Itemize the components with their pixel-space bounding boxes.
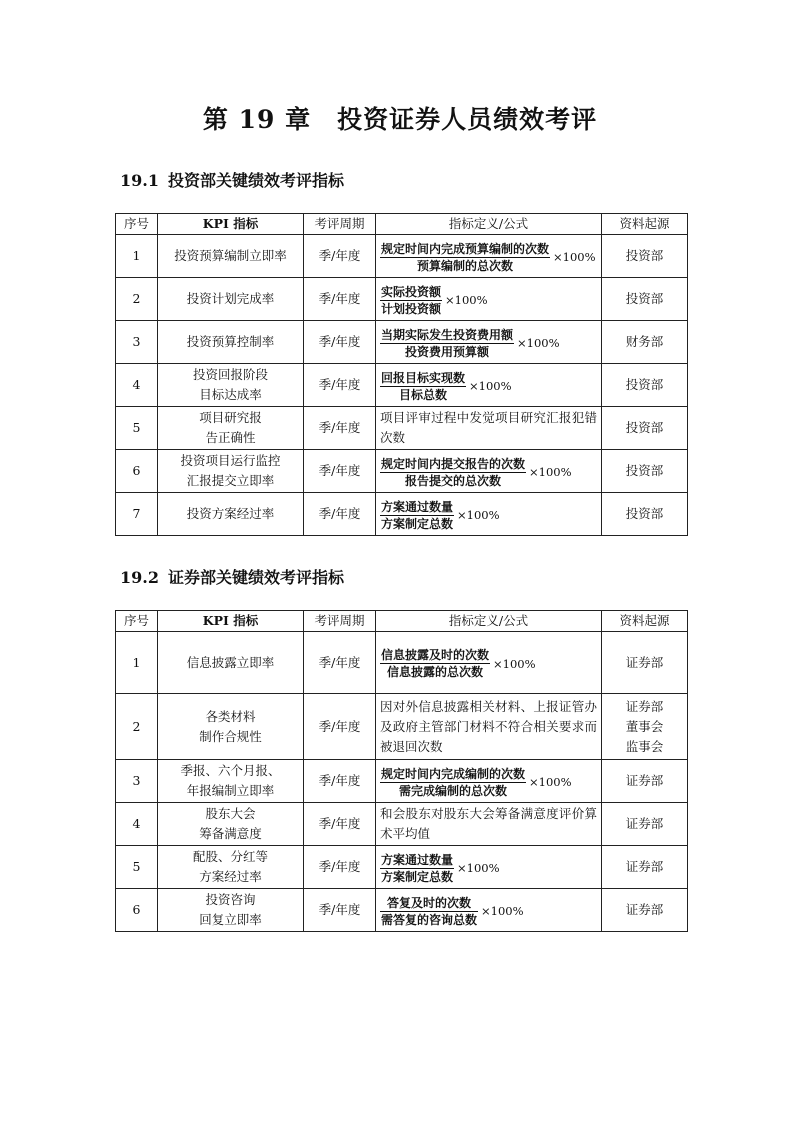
formula-multiplier: ×100%: [469, 379, 512, 393]
section-title-1: [120, 168, 344, 191]
data-source: 财务部: [625, 334, 664, 349]
kpi-name-line: 目标达成率: [199, 387, 262, 402]
kpi-name-line: 季报、六个月报、: [180, 763, 281, 778]
data-source-cell: [602, 450, 688, 493]
formula-multiplier: ×100%: [457, 861, 500, 875]
review-period: 季/年度: [304, 450, 376, 493]
formula: [380, 499, 500, 532]
definition-cell: [376, 407, 602, 450]
data-source: 监事会: [625, 738, 664, 754]
table-row: [116, 632, 688, 694]
review-period: 季/年度: [304, 278, 376, 321]
formula-denominator: 需完成编制的总次数: [399, 783, 508, 798]
column-header: 资料起源: [602, 214, 688, 235]
data-source: 证券部: [625, 773, 664, 788]
review-period: 季/年度: [304, 235, 376, 278]
row-number: 2: [116, 694, 158, 760]
definition-cell: [376, 694, 602, 760]
kpi-name-line: 股东大会: [205, 806, 256, 821]
kpi-name-line: 汇报提交立即率: [186, 473, 275, 488]
formula-numerator: 规定时间内提交报告的次数: [381, 456, 526, 471]
row-number: 2: [116, 278, 158, 321]
definition-text: 项目评审过程中发觉项目研究汇报犯错次数: [380, 410, 597, 445]
formula-multiplier: ×100%: [517, 336, 560, 350]
table-header-row: [116, 214, 688, 235]
kpi-name-line: 投资方案经过率: [186, 506, 275, 521]
kpi-name-line: 投资计划完成率: [186, 291, 275, 306]
formula-numerator: 规定时间内完成编制的次数: [381, 766, 526, 781]
table-row: [116, 760, 688, 803]
definition-cell: [376, 803, 602, 846]
fraction: [380, 241, 550, 274]
kpi-name-line: 项目研究报: [199, 410, 262, 425]
formula-denominator: 方案制定总数: [381, 869, 454, 884]
formula-numerator: 规定时间内完成预算编制的次数: [381, 241, 550, 256]
formula-denominator: 目标总数: [399, 387, 448, 402]
table-row: [116, 364, 688, 407]
review-period: 季/年度: [304, 407, 376, 450]
row-number: 5: [116, 407, 158, 450]
kpi-name-cell: [158, 493, 304, 536]
formula-multiplier: ×100%: [445, 293, 488, 307]
kpi-name-cell: [158, 632, 304, 694]
kpi-name-cell: [158, 889, 304, 932]
table-row: [116, 407, 688, 450]
row-number: 3: [116, 760, 158, 803]
review-period: 季/年度: [304, 846, 376, 889]
definition-cell: [376, 632, 602, 694]
data-source-cell: [602, 632, 688, 694]
formula-numerator: 方案通过数量: [381, 499, 454, 514]
kpi-name-line: 方案经过率: [199, 869, 262, 884]
fraction: [380, 327, 514, 360]
data-source: 证券部: [625, 654, 664, 670]
kpi-table-investment: [115, 213, 688, 536]
data-source: 投资部: [625, 506, 664, 521]
column-header: 指标定义/公式: [376, 214, 602, 235]
formula: [380, 766, 572, 799]
review-period: 季/年度: [304, 694, 376, 760]
column-header: 指标定义/公式: [376, 611, 602, 632]
formula-numerator: 实际投资额: [381, 284, 442, 299]
kpi-name-cell: [158, 803, 304, 846]
formula: [380, 327, 560, 360]
formula: [380, 284, 488, 317]
kpi-name-line: 配股、分红等: [192, 849, 268, 864]
section-number: 19.2: [120, 568, 159, 587]
definition-cell: [376, 493, 602, 536]
fraction: [380, 370, 466, 403]
formula-numerator: 方案通过数量: [381, 852, 454, 867]
kpi-name-line: 回复立即率: [199, 912, 262, 927]
section-number: 19.1: [120, 171, 159, 190]
definition-text: 和会股东对股东大会筹备满意度评价算术平均值: [380, 806, 597, 841]
formula-numerator: 回报目标实现数: [381, 370, 466, 385]
kpi-name-line: 筹备满意度: [199, 826, 262, 841]
data-source: 董事会: [625, 718, 664, 734]
kpi-table-securities: [115, 610, 688, 932]
fraction: [380, 766, 526, 799]
formula-denominator: 方案制定总数: [381, 516, 454, 531]
fraction: [380, 647, 490, 680]
row-number: 1: [116, 235, 158, 278]
data-source-cell: [602, 493, 688, 536]
table-row: [116, 803, 688, 846]
data-source-cell: [602, 760, 688, 803]
formula-multiplier: ×100%: [481, 904, 524, 918]
formula: [380, 241, 596, 274]
data-source-cell: [602, 364, 688, 407]
data-source-cell: [602, 235, 688, 278]
row-number: 7: [116, 493, 158, 536]
data-source: 证券部: [625, 859, 664, 874]
table-row: [116, 278, 688, 321]
review-period: 季/年度: [304, 364, 376, 407]
formula: [380, 647, 536, 680]
formula-denominator: 信息披露的总次数: [387, 665, 484, 679]
row-number: 6: [116, 889, 158, 932]
fraction: [380, 499, 454, 532]
review-period: 季/年度: [304, 889, 376, 932]
formula-numerator: 信息披露及时的次数: [381, 648, 490, 662]
formula-denominator: 报告提交的总次数: [405, 473, 502, 488]
table-header-row: [116, 611, 688, 632]
column-header: 序号: [116, 611, 158, 632]
kpi-name-cell: [158, 694, 304, 760]
definition-cell: [376, 235, 602, 278]
data-source: 证券部: [625, 816, 664, 831]
kpi-name-line: 投资预算编制立即率: [174, 248, 287, 263]
kpi-name-line: 年报编制立即率: [186, 783, 275, 798]
kpi-name-cell: [158, 450, 304, 493]
definition-cell: [376, 889, 602, 932]
table-row: [116, 235, 688, 278]
fraction: [380, 456, 526, 489]
formula-denominator: 需答复的咨询总数: [381, 912, 478, 927]
formula-denominator: 计划投资额: [381, 301, 442, 316]
data-source: 证券部: [625, 698, 664, 714]
definition-cell: [376, 364, 602, 407]
data-source-cell: [602, 694, 688, 760]
data-source-cell: [602, 321, 688, 364]
data-source: 投资部: [625, 463, 664, 478]
formula: [380, 456, 572, 489]
column-header: 考评周期: [304, 214, 376, 235]
review-period: 季/年度: [304, 321, 376, 364]
definition-text: 因对外信息披露相关材料、上报证管办及政府主管部门材料不符合相关要求而被退回次数: [380, 698, 597, 754]
kpi-name-line: 投资回报阶段: [192, 367, 268, 382]
column-header: KPI 指标: [158, 214, 304, 235]
table-row: [116, 450, 688, 493]
table-row: [116, 694, 688, 760]
formula-multiplier: ×100%: [493, 656, 536, 671]
data-source: 投资部: [625, 377, 664, 392]
data-source: 投资部: [625, 248, 664, 263]
kpi-name-cell: [158, 364, 304, 407]
row-number: 6: [116, 450, 158, 493]
data-source-cell: [602, 846, 688, 889]
definition-cell: [376, 450, 602, 493]
kpi-name-cell: [158, 846, 304, 889]
data-source: 投资部: [625, 420, 664, 435]
table-row: [116, 846, 688, 889]
review-period: 季/年度: [304, 760, 376, 803]
formula: [380, 370, 512, 403]
formula-numerator: 当期实际发生投资费用额: [381, 327, 514, 342]
row-number: 4: [116, 803, 158, 846]
formula-multiplier: ×100%: [529, 775, 572, 789]
kpi-name-line: 投资预算控制率: [186, 334, 275, 349]
kpi-name-cell: [158, 235, 304, 278]
fraction: [380, 284, 442, 317]
row-number: 3: [116, 321, 158, 364]
formula-multiplier: ×100%: [553, 250, 596, 264]
definition-cell: [376, 278, 602, 321]
kpi-name-cell: [158, 760, 304, 803]
section-heading: 证券部关键绩效考评指标: [168, 568, 345, 587]
formula: [380, 895, 524, 928]
fraction: [380, 852, 454, 885]
kpi-name-line: 制作合规性: [199, 728, 262, 744]
table-row: [116, 493, 688, 536]
row-number: 4: [116, 364, 158, 407]
definition-cell: [376, 321, 602, 364]
column-header: 序号: [116, 214, 158, 235]
table-row: [116, 889, 688, 932]
column-header: KPI 指标: [158, 611, 304, 632]
table-row: [116, 321, 688, 364]
definition-cell: [376, 846, 602, 889]
fraction: [380, 895, 478, 928]
kpi-name-line: 信息披露立即率: [186, 654, 275, 670]
data-source-cell: [602, 889, 688, 932]
formula: [380, 852, 500, 885]
kpi-name-cell: [158, 407, 304, 450]
formula-numerator: 答复及时的次数: [387, 895, 472, 910]
kpi-name-line: 各类材料: [205, 708, 256, 724]
definition-cell: [376, 760, 602, 803]
data-source-cell: [602, 803, 688, 846]
formula-multiplier: ×100%: [457, 508, 500, 522]
review-period: 季/年度: [304, 803, 376, 846]
column-header: 考评周期: [304, 611, 376, 632]
kpi-name-line: 投资项目运行监控: [180, 453, 281, 468]
row-number: 1: [116, 632, 158, 694]
data-source-cell: [602, 278, 688, 321]
row-number: 5: [116, 846, 158, 889]
formula-multiplier: ×100%: [529, 465, 572, 479]
section-heading: 投资部关键绩效考评指标: [168, 171, 345, 190]
review-period: 季/年度: [304, 632, 376, 694]
kpi-name-line: 告正确性: [205, 430, 256, 445]
page-title: 第 19 章 投资证券人员绩效考评: [202, 105, 598, 134]
kpi-name-cell: [158, 278, 304, 321]
review-period: 季/年度: [304, 493, 376, 536]
formula-denominator: 预算编制的总次数: [417, 258, 514, 273]
data-source: 证券部: [625, 902, 664, 917]
data-source-cell: [602, 407, 688, 450]
kpi-name-line: 投资咨询: [205, 892, 256, 907]
section-title-2: [120, 565, 344, 588]
formula-denominator: 投资费用预算额: [405, 344, 490, 359]
kpi-name-cell: [158, 321, 304, 364]
column-header: 资料起源: [602, 611, 688, 632]
data-source: 投资部: [625, 291, 664, 306]
